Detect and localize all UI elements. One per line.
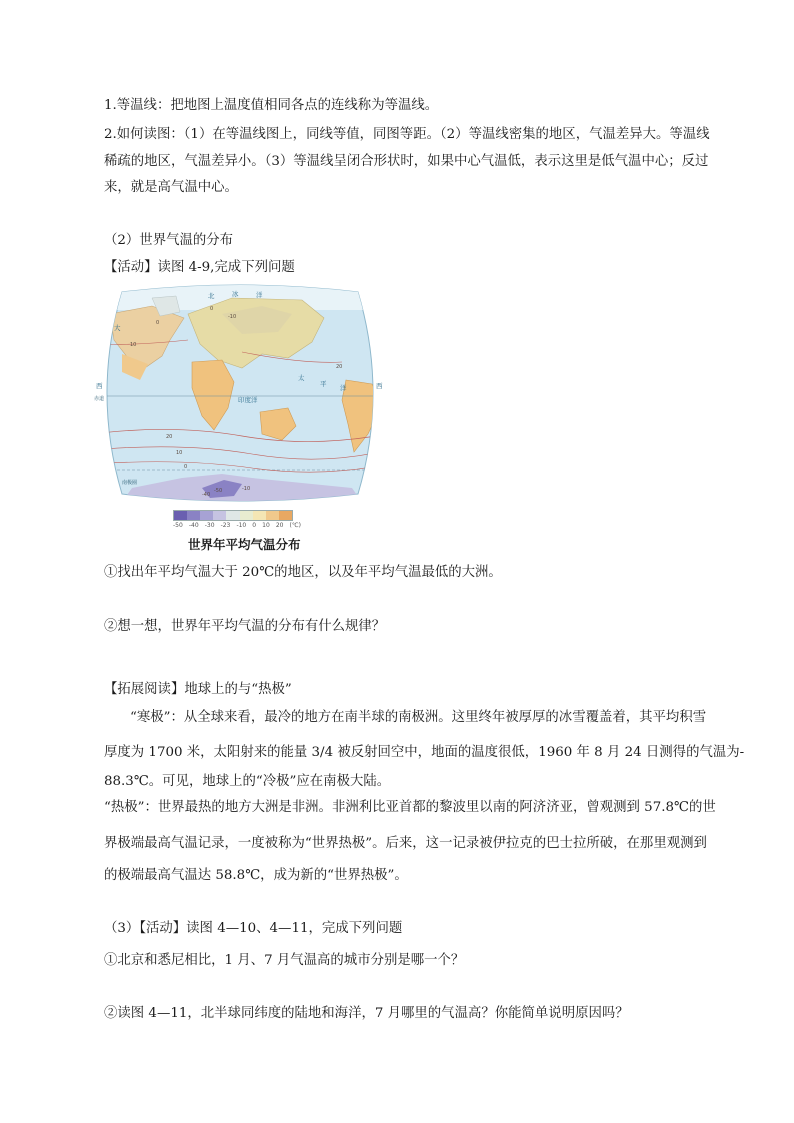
legend-tick-8: (℃) — [289, 522, 301, 529]
question-2: ②想一想，世界年平均气温的分布有什么规律？ — [104, 619, 386, 634]
cold-pole-para-3: 88.3℃。可见，地球上的“冷极”应在南极大陆。 — [104, 774, 391, 789]
section-heading-activity-4-10: （3）【活动】读图 4—10、4—11，完成下列问题 — [104, 921, 403, 936]
ocean-label-pacific-3: 洋 — [340, 384, 347, 392]
isotherm-label-10-b: 10 — [130, 342, 137, 348]
question-4: ②读图 4—11，北半球同纬度的陆地和海洋，7 月哪里的气温高？你能简单说明原因吗？ — [104, 1006, 629, 1021]
isotherm-label-minus-10: -10 — [228, 314, 237, 320]
isotherm-label-20-b: 20 — [336, 364, 343, 370]
legend-tick-0: -50 — [173, 522, 183, 529]
world-temperature-map — [92, 284, 388, 502]
paragraph-reading-method-1: 2.如何读图：（1）在等温线图上，同线等值，同图等距。（2）等温线密集的地区，气温差异大。等温线 — [104, 127, 710, 142]
legend-tick-6: 10 — [262, 522, 270, 529]
paragraph-reading-method-3: 来，就是高气温中心。 — [104, 180, 238, 195]
ocean-label-pacific-1: 太 — [298, 374, 305, 382]
ocean-label-west-2: 西 — [376, 382, 383, 390]
isotherm-label-20: 20 — [166, 434, 173, 440]
hot-pole-para-1: “热极”：世界最热的地方大洲是非洲。非洲利比亚首都的黎波里以南的阿济济亚，曾观测到 57.8℃的世 — [104, 800, 716, 815]
question-1: ①找出年平均气温大于 20℃的地区，以及年平均气温最低的大洲。 — [104, 565, 502, 580]
ocean-label-indian: 印度洋 — [238, 396, 258, 404]
legend-ticks — [173, 522, 301, 529]
legend-swatch-6 — [253, 511, 266, 520]
legend-tick-1: -40 — [188, 522, 199, 529]
legend-swatch-5 — [240, 511, 253, 520]
ocean-label-arctic-3: 洋 — [256, 291, 263, 299]
paragraph-isotherm-definition: 1.等温线：把地图上温度值相同各点的连线称为等温线。 — [104, 98, 439, 113]
question-3: ①北京和悉尼相比，1 月、7 月气温高的城市分别是哪一个？ — [104, 953, 465, 968]
legend-tick-2: -30 — [204, 522, 215, 529]
legend-swatch-4 — [226, 511, 239, 520]
isotherm-label-0-c: 0 — [184, 464, 188, 470]
legend-swatch-1 — [187, 511, 200, 520]
ocean-label-atlantic: 大 — [114, 324, 121, 332]
hot-pole-para-3: 的极端最高气温达 58.8℃，成为新的“世界热极”。 — [104, 868, 408, 883]
section-heading-world-temperature: （2）世界气温的分布 — [104, 233, 234, 248]
legend-tick-7: 20 — [275, 522, 284, 529]
cold-pole-para-1: “寒极”：从全球来看，最冷的地方在南半球的南极洲。这里终年被厚厚的冰雪覆盖着，其平均积雪 — [130, 710, 707, 725]
map-caption: 世界年平均气温分布 — [188, 537, 301, 552]
legend-swatch-2 — [200, 511, 213, 520]
legend-swatch-7 — [266, 511, 279, 520]
legend-swatch-0 — [174, 511, 187, 520]
legend-tick-5: 0 — [252, 522, 257, 529]
isotherm-label-minus-40: -40 — [202, 492, 211, 498]
extended-reading-title: 【拓展阅读】地球上的与“热极” — [104, 682, 292, 697]
isotherm-label-0: 0 — [156, 320, 160, 326]
ocean-label-arctic-1: 北 — [208, 292, 215, 300]
activity-heading-4-9: 【活动】读图 4-9,完成下列问题 — [104, 260, 295, 275]
legend-tick-4: -10 — [236, 522, 247, 529]
isotherm-label-minus-50: -50 — [214, 488, 223, 494]
paragraph-reading-method-2: 稀疏的地区，气温差异小。（3）等温线呈闭合形状时，如果中心气温低，表示这里是低气温中心；反过 — [104, 154, 709, 169]
legend-swatch-3 — [213, 511, 226, 520]
isotherm-label-0-b: 0 — [210, 306, 214, 312]
isotherm-label-minus-10-b: -10 — [242, 486, 251, 492]
hot-pole-para-2: 界极端最高气温记录，一度被称为“世界热极”。后来，这一记录被伊拉克的巴士拉所破，在那里观测到 — [104, 836, 707, 851]
temperature-legend — [173, 510, 301, 529]
legend-swatch-8 — [279, 511, 292, 520]
ocean-label-west-1: 西 — [96, 382, 103, 390]
equator-label: 赤道 — [94, 396, 105, 402]
cold-pole-para-2: 厚度为 1700 米，太阳射来的能量 3/4 被反射回空中，地面的温度很低，1960 年 8 月 24 日测得的气温为- — [104, 745, 745, 760]
legend-tick-3: -23 — [220, 522, 231, 529]
isotherm-label-10: 10 — [176, 450, 183, 456]
ocean-label-arctic-2: 冰 — [232, 290, 239, 298]
ocean-label-pacific-2: 平 — [320, 380, 327, 388]
legend-color-bar — [173, 510, 293, 521]
antarctic-circle-label: 南极圈 — [122, 480, 138, 486]
